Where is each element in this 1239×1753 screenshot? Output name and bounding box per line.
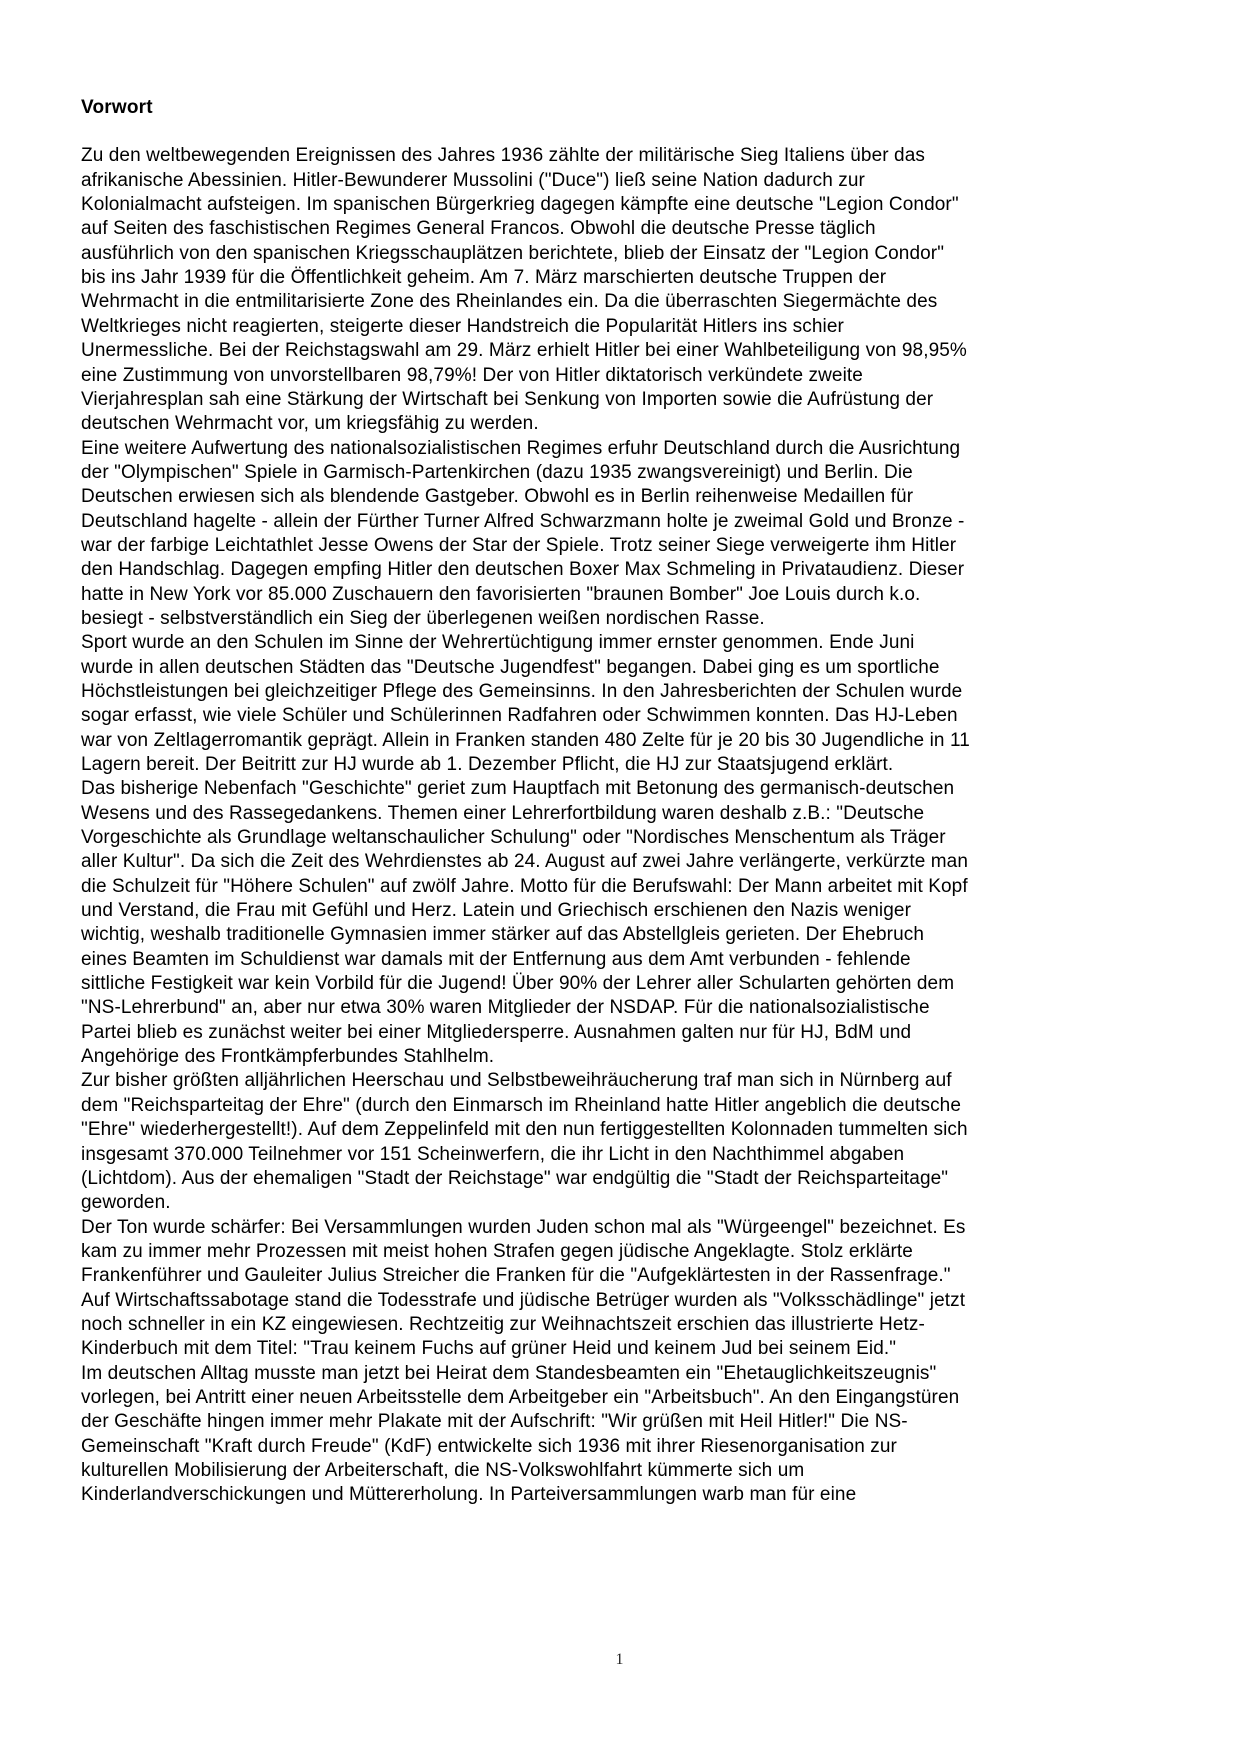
text-line: (Lichtdom). Aus der ehemaligen "Stadt der Reichstage" war endgültig die "Stadt der Reichsparteitage" — [81, 1167, 949, 1189]
text-line: Wehrmacht in die entmilitarisierte Zone des Rheinlandes ein. Da die überraschten Siegermächte des — [81, 291, 938, 313]
text-line: den Handschlag. Dagegen empfing Hitler den deutschen Boxer Max Schmeling in Privataudienz. Dieser — [81, 559, 965, 581]
text-line: Gemeinschaft "Kraft durch Freude" (KdF) entwickelte sich 1936 mit ihrer Riesenorganisation zur — [81, 1435, 897, 1457]
text-line: insgesamt 370.000 Teilnehmer vor 151 Scheinwerfern, die ihr Licht in den Nachthimmel abgaben — [81, 1143, 905, 1165]
text-line: kulturellen Mobilisierung der Arbeiterschaft, die NS-Volkswohlfahrt kümmerte sich um — [81, 1459, 805, 1481]
document-content — [81, 96, 1156, 1508]
text-line: Eine weitere Aufwertung des nationalsozialistischen Regimes erfuhr Deutschland durch die Ausrichtung — [81, 437, 961, 459]
text-line: sittliche Festigkeit war kein Vorbild für die Jugend! Über 90% der Lehrer aller Schularten gehörten dem — [81, 973, 955, 995]
text-line: vorlegen, bei Antritt einer neuen Arbeitsstelle dem Arbeitgeber ein "Arbeitsbuch". An den Eingangstüren — [81, 1386, 960, 1408]
text-line: Vorgeschichte als Grundlage weltanschaulicher Schulung" oder "Nordisches Menschentum als Träger — [81, 827, 946, 849]
text-line: Im deutschen Alltag musste man jetzt bei Heirat dem Standesbeamten ein "Ehetauglichkeitszeugnis" — [81, 1362, 937, 1384]
document-body — [81, 144, 1156, 1507]
text-line: Höchstleistungen bei gleichzeitiger Pflege des Gemeinsinns. In den Jahresberichten der Schulen wurde — [81, 680, 963, 702]
text-line: Kinderlandverschickungen und Müttererholung. In Parteiversammlungen warb man für eine — [81, 1484, 857, 1506]
text-line: afrikanische Abessinien. Hitler-Bewunderer Mussolini ("Duce") ließ seine Nation dadurch zur — [81, 169, 865, 191]
text-line: kam zu immer mehr Prozessen mit meist hohen Strafen gegen jüdische Angeklagte. Stolz erklärte — [81, 1240, 913, 1262]
text-line: geworden. — [81, 1192, 171, 1214]
text-line: Zur bisher größten alljährlichen Heerschau und Selbstbeweihräucherung traf man sich in Nürnberg auf — [81, 1070, 952, 1092]
text-line: der "Olympischen" Spiele in Garmisch-Partenkirchen (dazu 1935 zwangsvereinigt) und Berlin. Die — [81, 461, 913, 483]
text-line: auf Seiten des faschistischen Regimes General Francos. Obwohl die deutsche Presse täglich — [81, 218, 876, 240]
text-line: besiegt - selbstverständlich ein Sieg der überlegenen weißen nordischen Rasse. — [81, 607, 765, 629]
text-line: Frankenführer und Gauleiter Julius Streicher die Franken für die "Aufgeklärtesten in der Rassenfrage." — [81, 1265, 951, 1287]
text-line: wichtig, weshalb traditionelle Gymnasien immer stärker auf das Abstellgleis gerieten. Der Ehebruch — [81, 924, 925, 946]
text-line: wurde in allen deutschen Städten das "Deutsche Jugendfest" begangen. Dabei ging es um sportliche — [81, 656, 940, 678]
text-line: sogar erfasst, wie viele Schüler und Schülerinnen Radfahren oder Schwimmen konnten. Das HJ-Leben — [81, 705, 958, 727]
text-line: Das bisherige Nebenfach "Geschichte" geriet zum Hauptfach mit Betonung des germanisch-deutschen — [81, 778, 955, 800]
text-line: der Geschäfte hingen immer mehr Plakate mit der Aufschrift: "Wir grüßen mit Heil Hitler!" Die NS- — [81, 1411, 908, 1433]
text-line: Kinderbuch mit dem Titel: "Trau keinem Fuchs auf grüner Heid und keinem Jud bei seinem Eid." — [81, 1338, 897, 1360]
text-line: "NS-Lehrerbund" an, aber nur etwa 30% waren Mitglieder der NSDAP. Für die nationalsozialistische — [81, 997, 930, 1019]
text-line: Auf Wirtschaftssabotage stand die Todesstrafe und jüdische Betrüger wurden als "Volksschädlinge" jetzt — [81, 1289, 966, 1311]
text-line: Der Ton wurde schärfer: Bei Versammlungen wurden Juden schon mal als "Würgeengel" bezeichnet. Es — [81, 1216, 966, 1238]
text-line: Deutschen erwiesen sich als blendende Gastgeber. Obwohl es in Berlin reihenweise Medaillen für — [81, 486, 914, 508]
text-line: war der farbige Leichtathlet Jesse Owens der Star der Spiele. Trotz seiner Siege verweigerte ihm Hitler — [81, 534, 957, 556]
text-line: eine Zustimmung von unvorstellbaren 98,79%! Der von Hitler diktatorisch verkündete zweite — [81, 364, 863, 386]
text-line: Zu den weltbewegenden Ereignissen des Jahres 1936 zählte der militärische Sieg Italiens über das — [81, 145, 925, 167]
text-line: noch schneller in ein KZ eingewiesen. Rechtzeitig zur Weihnachtszeit erschien das illustrierte Hetz- — [81, 1313, 925, 1335]
text-line: dem "Reichsparteitag der Ehre" (durch den Einmarsch im Rheinland hatte Hitler angeblich die deutsche — [81, 1094, 962, 1116]
text-line: eines Beamten im Schuldienst war damals mit der Entfernung aus dem Amt verbunden - fehlende — [81, 948, 911, 970]
text-line: und Verstand, die Frau mit Gefühl und Herz. Latein und Griechisch erschienen den Nazis weniger — [81, 900, 912, 922]
text-line: Lagern bereit. Der Beitritt zur HJ wurde ab 1. Dezember Pflicht, die HJ zur Staatsjugend erklärt. — [81, 754, 894, 775]
text-line: Kolonialmacht aufsteigen. Im spanischen Bürgerkrieg dagegen kämpfte eine deutsche "Legion Condor" — [81, 194, 959, 216]
text-line: Angehörige des Frontkämpferbundes Stahlhelm. — [81, 1046, 495, 1068]
text-line: hatte in New York vor 85.000 Zuschauern den favorisierten "braunen Bomber" Joe Louis durch k.o. — [81, 583, 921, 605]
text-line: bis ins Jahr 1939 für die Öffentlichkeit geheim. Am 7. März marschierten deutsche Truppen der — [81, 267, 887, 289]
text-line: Unermessliche. Bei der Reichstagswahl am 29. März erhielt Hitler bei einer Wahlbeteiligung von 98,95% — [81, 340, 967, 362]
text-line: die Schulzeit für "Höhere Schulen" auf zwölf Jahre. Motto für die Berufswahl: Der Mann arbeitet mit Kopf — [81, 875, 968, 897]
page-number: 1 — [615, 1651, 624, 1668]
text-line: Sport wurde an den Schulen im Sinne der Wehrertüchtigung immer ernster genommen. Ende Juni — [81, 632, 915, 654]
text-line: Deutschland hagelte - allein der Fürther Turner Alfred Schwarzmann holte je zweimal Gold und Bronze - — [81, 510, 965, 532]
text-line: Partei blieb es zunächst weiter bei einer Mitgliedersperre. Ausnahmen galten nur für HJ, BdM und — [81, 1021, 912, 1043]
text-line: Vierjahresplan sah eine Stärkung der Wirtschaft bei Senkung von Importen sowie die Aufrüstung der — [81, 388, 934, 410]
text-line: aller Kultur". Da sich die Zeit des Wehrdienstes ab 24. August auf zwei Jahre verlängerte, verkürzte man — [81, 851, 969, 873]
text-line: deutschen Wehrmacht vor, um kriegsfähig zu werden. — [81, 413, 539, 435]
text-line: war von Zeltlagerromantik geprägt. Allein in Franken standen 480 Zelte für je 20 bis 30 Jugendliche in 11 — [81, 729, 970, 751]
text-line: Wesens und des Rassegedankens. Themen einer Lehrerfortbildung waren deshalb z.B.: "Deutsche — [81, 802, 925, 824]
page-title: Vorwort — [81, 97, 153, 118]
text-line: "Ehre" wiederhergestellt!). Auf dem Zeppelinfeld mit den nun fertiggestellten Kolonnaden tummelten sich — [81, 1119, 968, 1141]
text-line: Weltkrieges nicht reagierten, steigerte dieser Handstreich die Popularität Hitlers ins schier — [81, 315, 844, 337]
text-line: ausführlich von den spanischen Kriegsschauplätzen berichtete, blieb der Einsatz der "Legion Condor" — [81, 242, 945, 264]
